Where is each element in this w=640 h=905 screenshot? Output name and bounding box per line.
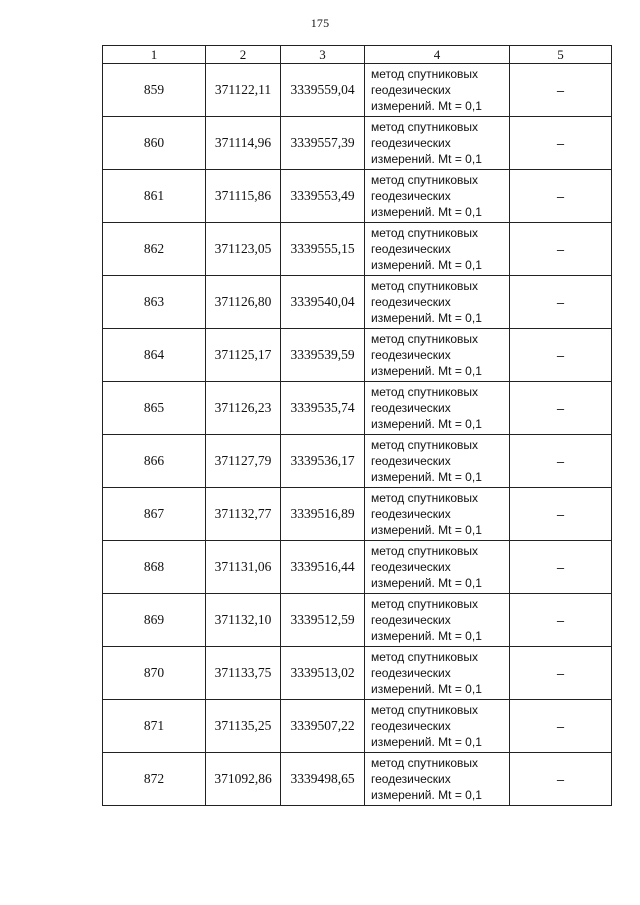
method-line: измерений. Mt = 0,1 [371, 470, 482, 484]
method-line: геодезических [371, 507, 451, 521]
column-5-cell: – [510, 753, 612, 806]
method-line: измерений. Mt = 0,1 [371, 99, 482, 113]
x-coordinate-cell: 371122,11 [206, 64, 281, 117]
method-line: измерений. Mt = 0,1 [371, 629, 482, 643]
method-line: метод спутниковых [371, 173, 479, 187]
method-line: метод спутниковых [371, 491, 479, 505]
method-line: метод спутниковых [371, 544, 479, 558]
method-cell [365, 382, 510, 435]
y-coordinate-cell: 3339516,89 [281, 488, 365, 541]
method-line: метод спутниковых [371, 120, 479, 134]
method-line: геодезических [371, 454, 451, 468]
method-line: геодезических [371, 189, 451, 203]
method-line: геодезических [371, 560, 451, 574]
header-col-5: 5 [510, 46, 612, 64]
y-coordinate-cell: 3339535,74 [281, 382, 365, 435]
method-line: геодезических [371, 83, 451, 97]
table-body [103, 64, 612, 806]
method-cell [365, 435, 510, 488]
column-5-cell: – [510, 117, 612, 170]
method-line: метод спутниковых [371, 756, 479, 770]
method-line: измерений. Mt = 0,1 [371, 258, 482, 272]
table-row [103, 647, 612, 700]
header-col-1: 1 [103, 46, 206, 64]
method-line: измерений. Mt = 0,1 [371, 364, 482, 378]
method-line: геодезических [371, 772, 451, 786]
x-coordinate-cell: 371114,96 [206, 117, 281, 170]
point-number-cell: 872 [103, 753, 206, 806]
table-header [103, 46, 612, 64]
method-line: метод спутниковых [371, 438, 479, 452]
table-row [103, 594, 612, 647]
x-coordinate-cell: 371123,05 [206, 223, 281, 276]
method-line: метод спутниковых [371, 703, 479, 717]
point-number-cell: 865 [103, 382, 206, 435]
point-number-cell: 868 [103, 541, 206, 594]
method-line: измерений. Mt = 0,1 [371, 523, 482, 537]
header-col-3: 3 [281, 46, 365, 64]
table-row [103, 223, 612, 276]
method-line: метод спутниковых [371, 226, 479, 240]
column-5-cell: – [510, 435, 612, 488]
point-number-cell: 861 [103, 170, 206, 223]
header-col-2: 2 [206, 46, 281, 64]
method-line: измерений. Mt = 0,1 [371, 682, 482, 696]
y-coordinate-cell: 3339540,04 [281, 276, 365, 329]
method-line: метод спутниковых [371, 385, 479, 399]
method-line: геодезических [371, 401, 451, 415]
method-cell [365, 117, 510, 170]
method-cell [365, 647, 510, 700]
x-coordinate-cell: 371126,80 [206, 276, 281, 329]
x-coordinate-cell: 371133,75 [206, 647, 281, 700]
method-cell [365, 223, 510, 276]
point-number-cell: 866 [103, 435, 206, 488]
column-5-cell: – [510, 700, 612, 753]
method-line: геодезических [371, 136, 451, 150]
table-row [103, 700, 612, 753]
method-line: геодезических [371, 295, 451, 309]
column-5-cell: – [510, 170, 612, 223]
point-number-cell: 860 [103, 117, 206, 170]
x-coordinate-cell: 371135,25 [206, 700, 281, 753]
table-row [103, 170, 612, 223]
table-row [103, 435, 612, 488]
column-5-cell: – [510, 541, 612, 594]
method-line: метод спутниковых [371, 597, 479, 611]
x-coordinate-cell: 371132,77 [206, 488, 281, 541]
point-number-cell: 864 [103, 329, 206, 382]
x-coordinate-cell: 371125,17 [206, 329, 281, 382]
point-number-cell: 863 [103, 276, 206, 329]
point-number-cell: 867 [103, 488, 206, 541]
point-number-cell: 869 [103, 594, 206, 647]
y-coordinate-cell: 3339513,02 [281, 647, 365, 700]
x-coordinate-cell: 371092,86 [206, 753, 281, 806]
method-cell [365, 329, 510, 382]
column-5-cell: – [510, 223, 612, 276]
table-row [103, 329, 612, 382]
page-number: 175 [310, 16, 330, 30]
method-line: метод спутниковых [371, 650, 479, 664]
y-coordinate-cell: 3339553,49 [281, 170, 365, 223]
method-cell [365, 276, 510, 329]
method-cell [365, 541, 510, 594]
header-row [103, 46, 612, 64]
table-row [103, 488, 612, 541]
point-number-cell: 862 [103, 223, 206, 276]
method-line: измерений. Mt = 0,1 [371, 205, 482, 219]
header-col-4: 4 [365, 46, 510, 64]
method-line: метод спутниковых [371, 279, 479, 293]
method-cell [365, 170, 510, 223]
method-line: измерений. Mt = 0,1 [371, 311, 482, 325]
method-cell [365, 64, 510, 117]
y-coordinate-cell: 3339539,59 [281, 329, 365, 382]
y-coordinate-cell: 3339516,44 [281, 541, 365, 594]
column-5-cell: – [510, 594, 612, 647]
table-row [103, 541, 612, 594]
point-number-cell: 870 [103, 647, 206, 700]
column-5-cell: – [510, 488, 612, 541]
point-number-cell: 871 [103, 700, 206, 753]
table-row [103, 117, 612, 170]
y-coordinate-cell: 3339555,15 [281, 223, 365, 276]
column-5-cell: – [510, 64, 612, 117]
column-5-cell: – [510, 382, 612, 435]
y-coordinate-cell: 3339536,17 [281, 435, 365, 488]
table-row [103, 382, 612, 435]
method-line: геодезических [371, 719, 451, 733]
method-line: геодезических [371, 613, 451, 627]
table-row [103, 64, 612, 117]
column-5-cell: – [510, 647, 612, 700]
column-5-cell: – [510, 329, 612, 382]
method-line: измерений. Mt = 0,1 [371, 788, 482, 802]
method-line: геодезических [371, 666, 451, 680]
method-cell [365, 594, 510, 647]
y-coordinate-cell: 3339507,22 [281, 700, 365, 753]
y-coordinate-cell: 3339512,59 [281, 594, 365, 647]
method-line: измерений. Mt = 0,1 [371, 417, 482, 431]
method-cell [365, 753, 510, 806]
method-line: геодезических [371, 242, 451, 256]
method-line: геодезических [371, 348, 451, 362]
x-coordinate-cell: 371131,06 [206, 541, 281, 594]
x-coordinate-cell: 371127,79 [206, 435, 281, 488]
method-cell [365, 488, 510, 541]
method-line: измерений. Mt = 0,1 [371, 152, 482, 166]
method-line: измерений. Mt = 0,1 [371, 576, 482, 590]
coordinates-table [102, 45, 612, 806]
method-cell [365, 700, 510, 753]
point-number-cell: 859 [103, 64, 206, 117]
method-line: метод спутниковых [371, 67, 479, 81]
x-coordinate-cell: 371132,10 [206, 594, 281, 647]
y-coordinate-cell: 3339559,04 [281, 64, 365, 117]
column-5-cell: – [510, 276, 612, 329]
method-line: метод спутниковых [371, 332, 479, 346]
table-row [103, 753, 612, 806]
table-row [103, 276, 612, 329]
x-coordinate-cell: 371126,23 [206, 382, 281, 435]
x-coordinate-cell: 371115,86 [206, 170, 281, 223]
method-line: измерений. Mt = 0,1 [371, 735, 482, 749]
y-coordinate-cell: 3339498,65 [281, 753, 365, 806]
y-coordinate-cell: 3339557,39 [281, 117, 365, 170]
